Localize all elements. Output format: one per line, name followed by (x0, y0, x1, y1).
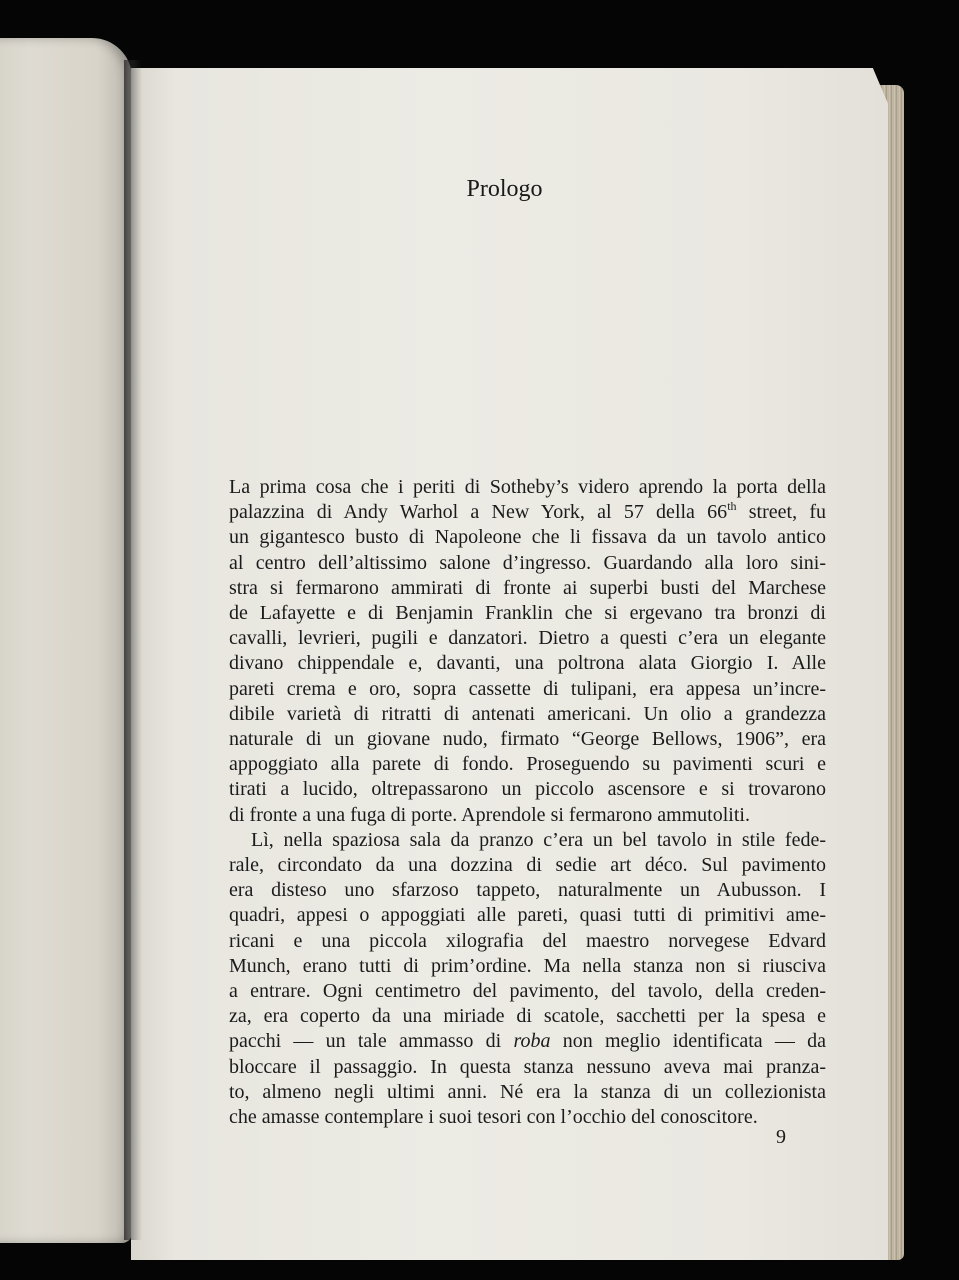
text-line: dibile varietà di ritratti di antenati americani. Un olio a grandezza (229, 702, 826, 725)
text-line: quadri, appesi o appoggiati alle pareti, quasi tutti di primitivi ame- (229, 904, 826, 927)
chapter-title: Prologo (466, 176, 543, 202)
text-line (229, 1029, 826, 1054)
text-line: era disteso uno sfarzoso tappeto, naturalmente un Aubusson. I (229, 879, 826, 902)
text-line: a entrare. Ogni centimetro del pavimento, del tavolo, della creden- (229, 980, 826, 1003)
text-line: ricani e una piccola xilografia del maestro norvegese Edvard (229, 929, 826, 952)
text-line: La prima cosa che i periti di Sotheby’s videro aprendo la porta della (229, 476, 826, 498)
text-line-head: palazzina di Andy Warhol a New York, al 57 della 66 (229, 501, 728, 524)
text-line: de Lafayette e di Benjamin Franklin che si ergevano tra bronzi di (229, 602, 826, 625)
italic-word: roba (513, 1030, 551, 1053)
paragraph-2 (229, 828, 826, 1130)
page-number: 9 (776, 1126, 786, 1148)
text-line-tail: street, fu (736, 501, 826, 524)
text-line: naturale di un giovane nudo, firmato “George Bellows, 1906”, era (229, 728, 826, 751)
text-line: tirati a lucido, oltrepassarono un piccolo ascensore e si trovarono (229, 778, 826, 801)
paragraph-1 (229, 475, 826, 828)
text-line: di fronte a una fuga di porte. Aprendole si fermarono ammutoliti. (229, 803, 750, 826)
text-line: bloccare il passaggio. In questa stanza nessuno aveva mai pranza- (229, 1055, 826, 1078)
text-line: stra si fermarono ammirati di fronte ai superbi busti del Marchese (229, 576, 826, 599)
book-gutter (124, 60, 142, 1240)
text-line: to, almeno negli ultimi anni. Né era la stanza di un collezionista (229, 1080, 826, 1103)
text-line-tail: non meglio identificata — da (550, 1030, 827, 1053)
left-page (0, 38, 132, 1243)
body-text (229, 475, 826, 1130)
text-line-head: pacchi — un tale ammasso di (229, 1030, 514, 1053)
text-line (229, 500, 826, 525)
text-line: divano chippendale e, davanti, una poltrona alata Giorgio I. Alle (229, 652, 826, 675)
text-line: cavalli, levrieri, pugili e danzatori. Dietro a questi c’era un elegante (229, 627, 826, 650)
text-line: Lì, nella spaziosa sala da pranzo c’era un bel tavolo in stile fede- (251, 828, 826, 851)
text-line: Munch, erano tutti di prim’ordine. Ma nella stanza non si riusciva (229, 954, 826, 977)
text-line: appoggiato alla parete di fondo. Proseguendo su pavimenti scuri e (229, 753, 826, 776)
text-line: un gigantesco busto di Napoleone che li fissava da un tavolo antico (229, 526, 826, 549)
text-line: rale, circondato da una dozzina di sedie art déco. Sul pavimento (229, 854, 826, 877)
superscript: th (727, 499, 737, 514)
text-line: che amasse contemplare i suoi tesori con l’occhio del conoscitore. (229, 1106, 758, 1129)
text-line: pareti crema e oro, sopra cassette di tulipani, era appesa un’incre- (229, 677, 826, 700)
text-line: za, era coperto da una miriade di scatole, sacchetti per la spesa e (229, 1005, 826, 1028)
text-line: al centro dell’altissimo salone d’ingresso. Guardando alla loro sini- (229, 551, 826, 574)
